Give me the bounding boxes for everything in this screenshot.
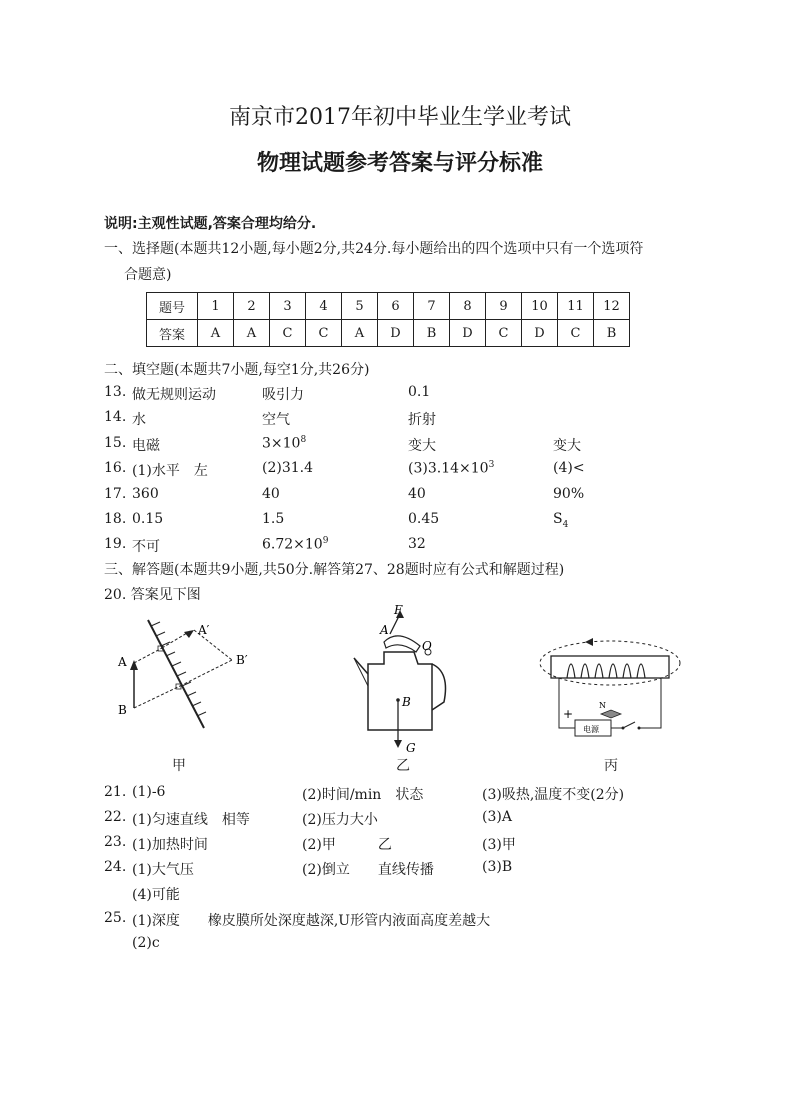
perpendicular-B	[134, 686, 180, 708]
point-B-prime: B′	[236, 653, 248, 667]
kettle-diagram	[350, 602, 460, 752]
q-num: 23.	[104, 834, 127, 850]
answer-a: (1)-6	[132, 784, 166, 800]
table-cell: 3	[270, 293, 306, 320]
fig-label-jia: 甲	[172, 758, 186, 774]
answer-c: (3)B	[482, 859, 513, 875]
note: 说明:主观性试题,答案合理均给分.	[104, 216, 317, 232]
table-cell: D	[450, 320, 486, 347]
table-cell: C	[306, 320, 342, 347]
mirror-diagram	[104, 608, 284, 738]
solenoid-diagram	[535, 628, 685, 740]
point-A: A	[118, 655, 127, 669]
section1-heading: 一、选择题(本题共12小题,每小题2分,共24分.每小题给出的四个选项中只有一个选项符	[104, 241, 644, 257]
answer-c-exp: 3	[488, 460, 495, 470]
answer-c	[408, 460, 494, 477]
table-cell: A	[198, 320, 234, 347]
q-num: 21.	[104, 784, 127, 800]
answer-a: (1)大气压	[132, 862, 194, 878]
q-num: 25.	[104, 910, 127, 926]
table-answer-label: 答案	[147, 320, 198, 347]
table-cell: 11	[558, 293, 594, 320]
q25-line1: (1)深度 橡皮膜所处深度越深,U形管内液面高度差越大	[132, 913, 491, 929]
power-label: 电源	[583, 725, 599, 734]
point-B: B	[118, 703, 127, 717]
table-header-label: 题号	[147, 293, 198, 320]
answer-b	[262, 536, 328, 553]
answer-a: 不可	[132, 539, 160, 555]
answer-b: (2)时间/min 状态	[302, 787, 424, 803]
answer-b: 空气	[262, 412, 290, 428]
table-cell: C	[486, 320, 522, 347]
table-cell: 7	[414, 293, 450, 320]
kettle-body	[368, 652, 432, 730]
answer-d: (4)<	[553, 460, 585, 476]
q-num: 17.	[104, 486, 127, 502]
field-arrow-icon	[585, 638, 593, 646]
q-num: 14.	[104, 409, 127, 425]
q-num: 13.	[104, 384, 127, 400]
answer-b-exp: 9	[322, 536, 329, 546]
section1-heading-cont: 合题意)	[124, 267, 172, 283]
answer-c-base: (3)3.14×10	[408, 460, 489, 477]
label-O: O	[422, 639, 432, 653]
label-G: G	[406, 741, 416, 752]
answer-a: 水	[132, 412, 146, 428]
table-cell: 10	[522, 293, 558, 320]
q24-extra: (4)可能	[132, 887, 180, 903]
q-num: 15.	[104, 435, 127, 451]
table-row-numbers	[147, 293, 630, 320]
answer-b-base: 3×10	[262, 435, 301, 452]
answer-c: 0.45	[408, 511, 440, 527]
answer-a: 0.15	[132, 511, 164, 527]
label-A: A	[380, 623, 389, 637]
q-num: 24.	[104, 859, 127, 875]
switch-contact	[622, 727, 625, 730]
table-row-answers	[147, 320, 630, 347]
plus-sign: +	[563, 707, 574, 721]
answer-d-base: S	[553, 511, 563, 527]
switch-contact	[638, 727, 641, 730]
q-num: 16.	[104, 460, 127, 476]
q-num: 18.	[104, 511, 127, 527]
extension-B	[180, 660, 232, 686]
table-cell: B	[414, 320, 450, 347]
answer-a: (1)水平 左	[132, 463, 208, 479]
answer-b: 吸引力	[262, 387, 304, 403]
q25-line2: (2)c	[132, 935, 160, 951]
table-cell: 2	[234, 293, 270, 320]
wire-right	[639, 678, 661, 728]
section2-heading: 二、填空题(本题共7小题,每空1分,共26分)	[104, 362, 370, 378]
table-cell: 5	[342, 293, 378, 320]
table-cell: C	[558, 320, 594, 347]
answer-a: 360	[132, 486, 159, 502]
q-num: 19.	[104, 536, 127, 552]
answer-a: 做无规则运动	[132, 387, 216, 403]
table-cell: A	[234, 320, 270, 347]
answer-c: 32	[408, 536, 426, 552]
answer-c: 变大	[408, 438, 436, 454]
fig-label-yi: 乙	[396, 758, 410, 774]
table-cell: 8	[450, 293, 486, 320]
answer-b: (2)甲 乙	[302, 837, 392, 853]
answer-b: 40	[262, 486, 280, 502]
answer-b: 1.5	[262, 511, 285, 527]
answer-c: (3)吸热,温度不变(2分)	[482, 787, 625, 803]
answer-a: (1)匀速直线 相等	[132, 812, 250, 828]
coil-windings	[567, 664, 645, 678]
answer-a: (1)加热时间	[132, 837, 208, 853]
answer-table	[146, 292, 630, 347]
point-A-prime: A′	[198, 623, 210, 637]
answer-d: 变大	[553, 438, 581, 454]
q-num: 22.	[104, 809, 127, 825]
table-cell: 12	[594, 293, 630, 320]
label-B: B	[402, 695, 411, 709]
table-cell: A	[342, 320, 378, 347]
compass-needle	[601, 710, 621, 718]
table-cell: C	[270, 320, 306, 347]
answer-a: 电磁	[132, 438, 160, 454]
answer-b-exp: 8	[300, 435, 307, 445]
answer-d: 90%	[553, 486, 585, 502]
label-N: N	[599, 701, 606, 710]
switch-blade	[623, 722, 635, 728]
table-cell: 1	[198, 293, 234, 320]
answer-c: (3)A	[482, 809, 512, 825]
answer-c: 40	[408, 486, 426, 502]
table-cell: 6	[378, 293, 414, 320]
answer-d	[553, 511, 568, 530]
section3-heading: 三、解答题(本题共9小题,共50分.解答第27、28题时应有公式和解题过程)	[104, 562, 565, 578]
title-line-1: 南京市2017年初中毕业生学业考试	[229, 105, 571, 130]
kettle-handle	[432, 664, 446, 710]
answer-b-base: 6.72×10	[262, 536, 323, 553]
answer-d-sub: 4	[562, 519, 569, 530]
answer-c: 0.1	[408, 384, 431, 400]
answer-b	[262, 435, 306, 452]
kettle-lid	[384, 636, 420, 652]
arrow-head-icon	[394, 740, 402, 748]
label-F: F	[394, 603, 403, 617]
right-angle-mark	[176, 684, 181, 689]
table-cell: D	[522, 320, 558, 347]
q20-text: 20. 答案见下图	[104, 587, 201, 603]
answer-b: (2)31.4	[262, 460, 314, 476]
table-cell: 4	[306, 293, 342, 320]
title-line-2: 物理试题参考答案与评分标准	[256, 150, 543, 176]
table-cell: B	[594, 320, 630, 347]
fig-label-bing: 丙	[604, 758, 618, 774]
answer-b: (2)压力大小	[302, 812, 378, 828]
arrow-head-icon	[130, 660, 138, 670]
table-cell: D	[378, 320, 414, 347]
answer-b: (2)倒立 直线传播	[302, 862, 434, 878]
answer-c: (3)甲	[482, 837, 516, 853]
answer-c: 折射	[408, 412, 436, 428]
table-cell: 9	[486, 293, 522, 320]
